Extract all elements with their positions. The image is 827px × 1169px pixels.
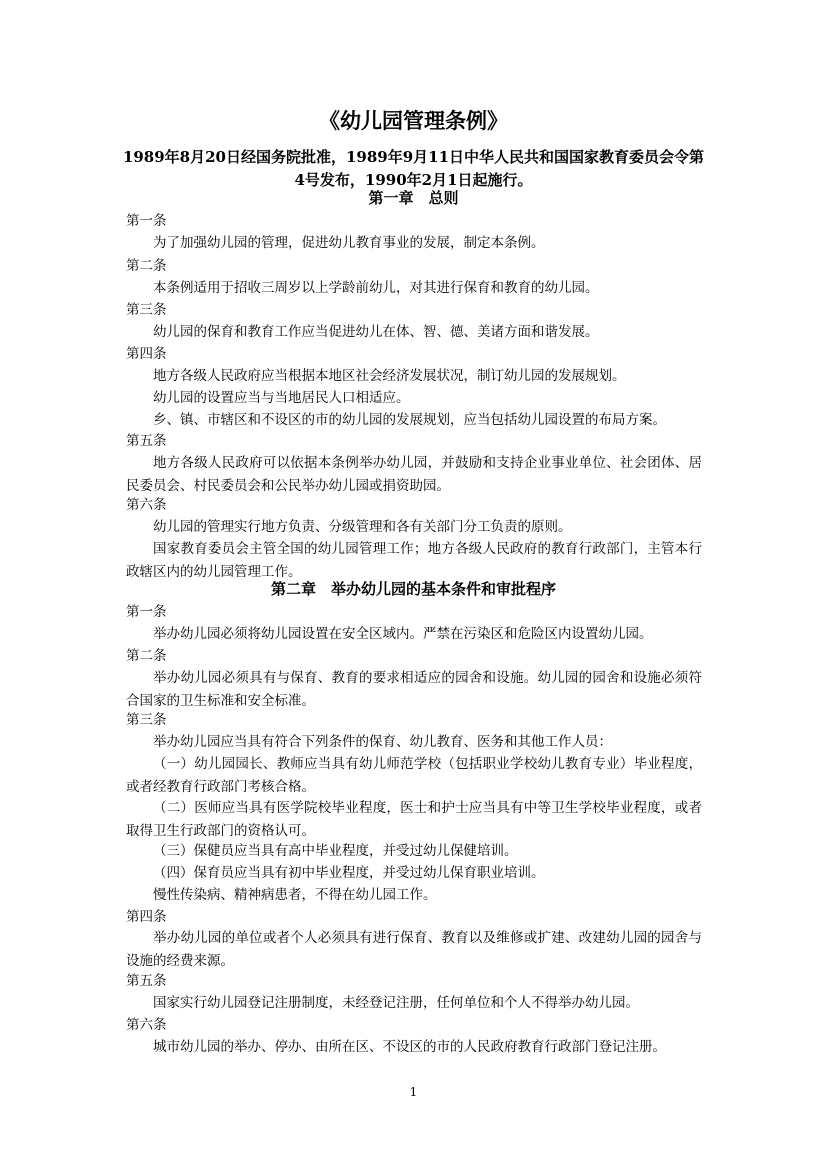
chapter-2-article-3-item-4: （四）保育员应当具有初中毕业程度，并受过幼儿保育职业培训。 [153, 865, 545, 881]
chapter-1-article-3-text: 幼儿园的保育和教育工作应当促进幼儿在体、智、德、美诸方面和谐发展。 [153, 324, 599, 340]
chapter-2-article-1-text: 举办幼儿园必须将幼儿园设置在安全区域内。严禁在污染区和危险区内设置幼儿园。 [153, 626, 653, 642]
chapter-2-article-6-label: 第六条 [126, 1017, 167, 1033]
document-title: 《幼儿园管理条例》 [319, 108, 508, 133]
chapter-2-heading: 第二章 举办幼儿园的基本条件和审批程序 [270, 580, 556, 598]
chapter-2-article-4-text: 举办幼儿园的单位或者个人必须具有进行保育、教育以及维修或扩建、改建幼儿园的园舍与设施的经费来源。 [126, 930, 702, 969]
chapter-1-article-3-label: 第三条 [126, 302, 167, 318]
chapter-1-article-5-text: 地方各级人民政府可以依据本条例举办幼儿园，并鼓励和支持企业事业单位、社会团体、居民委员会、村民委员会和公民举办幼儿园或捐资助园。 [126, 455, 702, 494]
chapter-2-article-3-item-3: （三）保健员应当具有高中毕业程度，并受过幼儿保健培训。 [153, 843, 518, 859]
page-number: 1 [409, 1085, 418, 1099]
chapter-1-article-6-label: 第六条 [126, 497, 167, 513]
chapter-2-article-1-label: 第一条 [126, 604, 167, 620]
chapter-1-article-4-para-2: 幼儿园的设置应当与当地居民人口相适应。 [153, 390, 410, 406]
chapter-2-article-3-label: 第三条 [126, 712, 167, 728]
chapter-2-article-4-label: 第四条 [126, 909, 167, 925]
chapter-1-article-6-para-2: 国家教育委员会主管全国的幼儿园管理工作；地方各级人民政府的教育行政部门，主管本行政辖区内的幼儿园管理工作。 [126, 541, 702, 580]
chapter-1-article-5-label: 第五条 [126, 433, 167, 449]
chapter-1-article-6-para-1: 幼儿园的管理实行地方负责、分级管理和各有关部门分工负责的原则。 [153, 519, 572, 535]
chapter-2-article-3-item-2: （二）医师应当具有医学院校毕业程度，医士和护士应当具有中等卫生学校毕业程度，或者取得卫生行政部门的资格认可。 [126, 800, 702, 839]
chapter-1-article-4-para-1: 地方各级人民政府应当根据本地区社会经济发展状况，制订幼儿园的发展规划。 [153, 368, 626, 384]
chapter-2-article-3-para-6: 慢性传染病、精神病患者，不得在幼儿园工作。 [153, 887, 437, 903]
chapter-2-article-2-text: 举办幼儿园必须具有与保育、教育的要求相适应的园舍和设施。幼儿园的园舍和设施必须符合国家的卫生标准和安全标准。 [126, 670, 702, 709]
chapter-2-article-5-text: 国家实行幼儿园登记注册制度，未经登记注册，任何单位和个人不得举办幼儿园。 [153, 995, 639, 1011]
chapter-2-article-2-label: 第二条 [126, 648, 167, 664]
chapter-2-article-6-text: 城市幼儿园的举办、停办、由所在区、不设区的市的人民政府教育行政部门登记注册。 [153, 1039, 666, 1055]
chapter-1-heading: 第一章 总则 [368, 189, 459, 207]
chapter-1-article-1-text: 为了加强幼儿园的管理，促进幼儿教育事业的发展，制定本条例。 [153, 235, 545, 251]
chapter-1-article-2-text: 本条例适用于招收三周岁以上学龄前幼儿，对其进行保育和教育的幼儿园。 [153, 280, 599, 296]
chapter-2-article-3-para-1: 举办幼儿园应当具有符合下列条件的保育、幼儿教育、医务和其他工作人员： [153, 734, 612, 750]
chapter-1-article-4-label: 第四条 [126, 346, 167, 362]
document-subtitle: 1989年8月20日经国务院批准，1989年9月11日中华人民共和国国家教育委员会令第4号发布，1990年2月1日起施行。 [122, 148, 705, 189]
chapter-2-article-3-item-1: （一）幼儿园园长、教师应当具有幼儿师范学校（包括职业学校幼儿教育专业）毕业程度，或者经教育行政部门考核合格。 [126, 756, 702, 795]
chapter-1-article-4-para-3: 乡、镇、市辖区和不设区的市的幼儿园的发展规划，应当包括幼儿园设置的布局方案。 [153, 412, 666, 428]
chapter-1-article-2-label: 第二条 [126, 258, 167, 274]
chapter-2-article-5-label: 第五条 [126, 973, 167, 989]
chapter-1-article-1-label: 第一条 [126, 213, 167, 229]
